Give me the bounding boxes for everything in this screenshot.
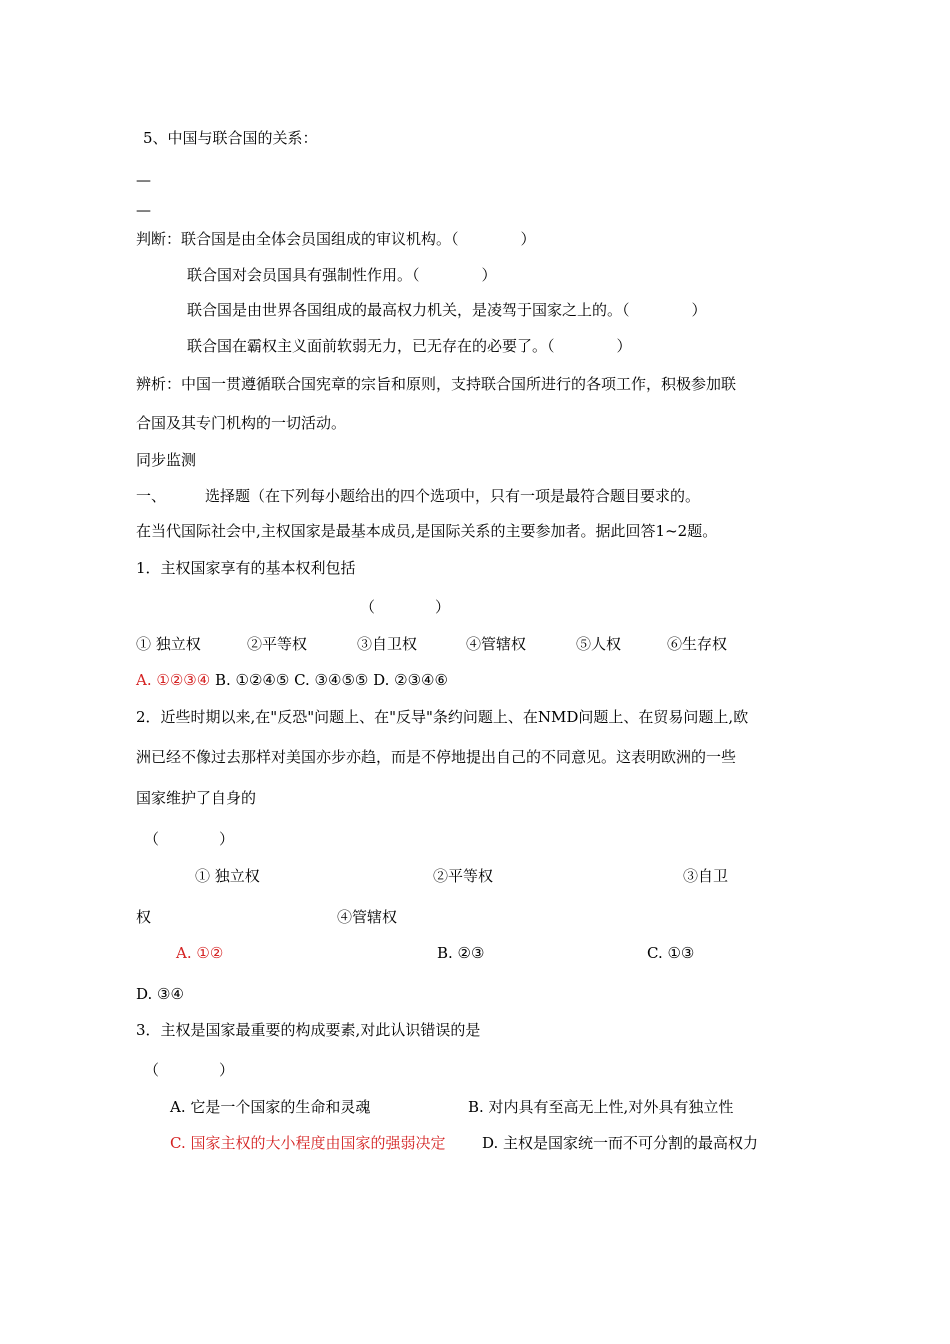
sync-title: 同步监测: [136, 451, 197, 469]
question-1-stem: 1．主权国家享有的基本权利包括: [136, 559, 356, 577]
option-item: ③自卫权: [357, 635, 418, 653]
option-item: ⑥生存权: [667, 635, 728, 653]
option-item: ⑤人权: [576, 635, 622, 653]
answer-paren: （ ）: [144, 1061, 235, 1079]
option-item: 权: [136, 908, 152, 926]
analysis-line: 辨析：中国一贯遵循联合国宪章的宗旨和原则，支持联合国所进行的各项工作，积极参加联: [136, 375, 737, 393]
option-item: ②平等权: [433, 867, 494, 885]
answer-paren: （ ）: [144, 830, 235, 848]
option-item: ②平等权: [247, 635, 308, 653]
answer-choice: B. ②③: [437, 944, 485, 962]
analysis-line: 合国及其专门机构的一切活动。: [136, 414, 347, 432]
answer-choice: D. 主权是国家统一而不可分割的最高权力: [482, 1134, 759, 1152]
section-number: 一、: [136, 487, 167, 505]
judge-item: 联合国对会员国具有强制性作用。（ ）: [187, 266, 497, 284]
answer-choice: B. 对内具有至高无上性,对外具有独立性: [468, 1098, 734, 1116]
section-instructions: 选择题（在下列每小题给出的四个选项中，只有一项是最符合题目要求的。: [205, 487, 701, 505]
question-2-stem: 国家维护了自身的: [136, 789, 257, 807]
judge-text: 联合国是由全体会员国组成的审议机构。（: [181, 230, 459, 248]
judge-item: 联合国在霸权主义面前软弱无力，已无存在的必要了。（ ）: [187, 337, 632, 355]
option-item: ① 独立权: [195, 867, 260, 885]
question-2-stem: 洲已经不像过去那样对美国亦步亦趋，而是不停地提出自己的不同意见。这表明欧洲的一些: [136, 748, 737, 766]
answer-choice: D. ③④: [136, 985, 184, 1003]
section-heading: 5、中国与联合国的关系：: [143, 129, 318, 147]
correct-answer: A. ①②: [176, 944, 224, 962]
blank-line: —: [136, 201, 151, 219]
correct-answer: A. ①②③④: [136, 671, 211, 689]
blank-line: —: [136, 171, 151, 189]
option-item: ④管辖权: [337, 908, 398, 926]
option-item: ④管辖权: [466, 635, 527, 653]
answer-paren: （ ）: [360, 598, 451, 616]
answer-choices: [136, 670, 448, 690]
judge-item: 判断：联合国是由全体会员国组成的审议机构。（ ）: [136, 230, 536, 248]
judge-text: 联合国是由世界各国组成的最高权力机关，是凌驾于国家之上的。（: [187, 301, 630, 319]
correct-answer: C. 国家主权的大小程度由国家的强弱决定: [170, 1134, 446, 1152]
other-choices: B. ①②④⑤ C. ③④⑤⑤ D. ②③④⑥: [214, 671, 448, 689]
question-3-stem: 3．主权是国家最重要的构成要素,对此认识错误的是: [136, 1021, 481, 1039]
answer-choice: C. ①③: [647, 944, 695, 962]
judge-text: 联合国对会员国具有强制性作用。（: [187, 266, 420, 284]
option-item: ③自卫: [683, 867, 729, 885]
question-2-stem: 2．近些时期以来,在"反恐"问题上、在"反导"条约问题上、在NMD问题上、在贸易问题上,欧: [136, 708, 749, 726]
judge-item: 联合国是由世界各国组成的最高权力机关，是凌驾于国家之上的。（ ）: [187, 301, 707, 319]
answer-choice: A. 它是一个国家的生命和灵魂: [170, 1098, 371, 1116]
option-item: ① 独立权: [136, 635, 201, 653]
judge-text: 联合国在霸权主义面前软弱无力，已无存在的必要了。（: [187, 337, 555, 355]
intro-text: 在当代国际社会中,主权国家是最基本成员,是国际关系的主要参加者。据此回答1~2题。: [136, 522, 718, 540]
judge-label: 判断：: [136, 230, 182, 248]
